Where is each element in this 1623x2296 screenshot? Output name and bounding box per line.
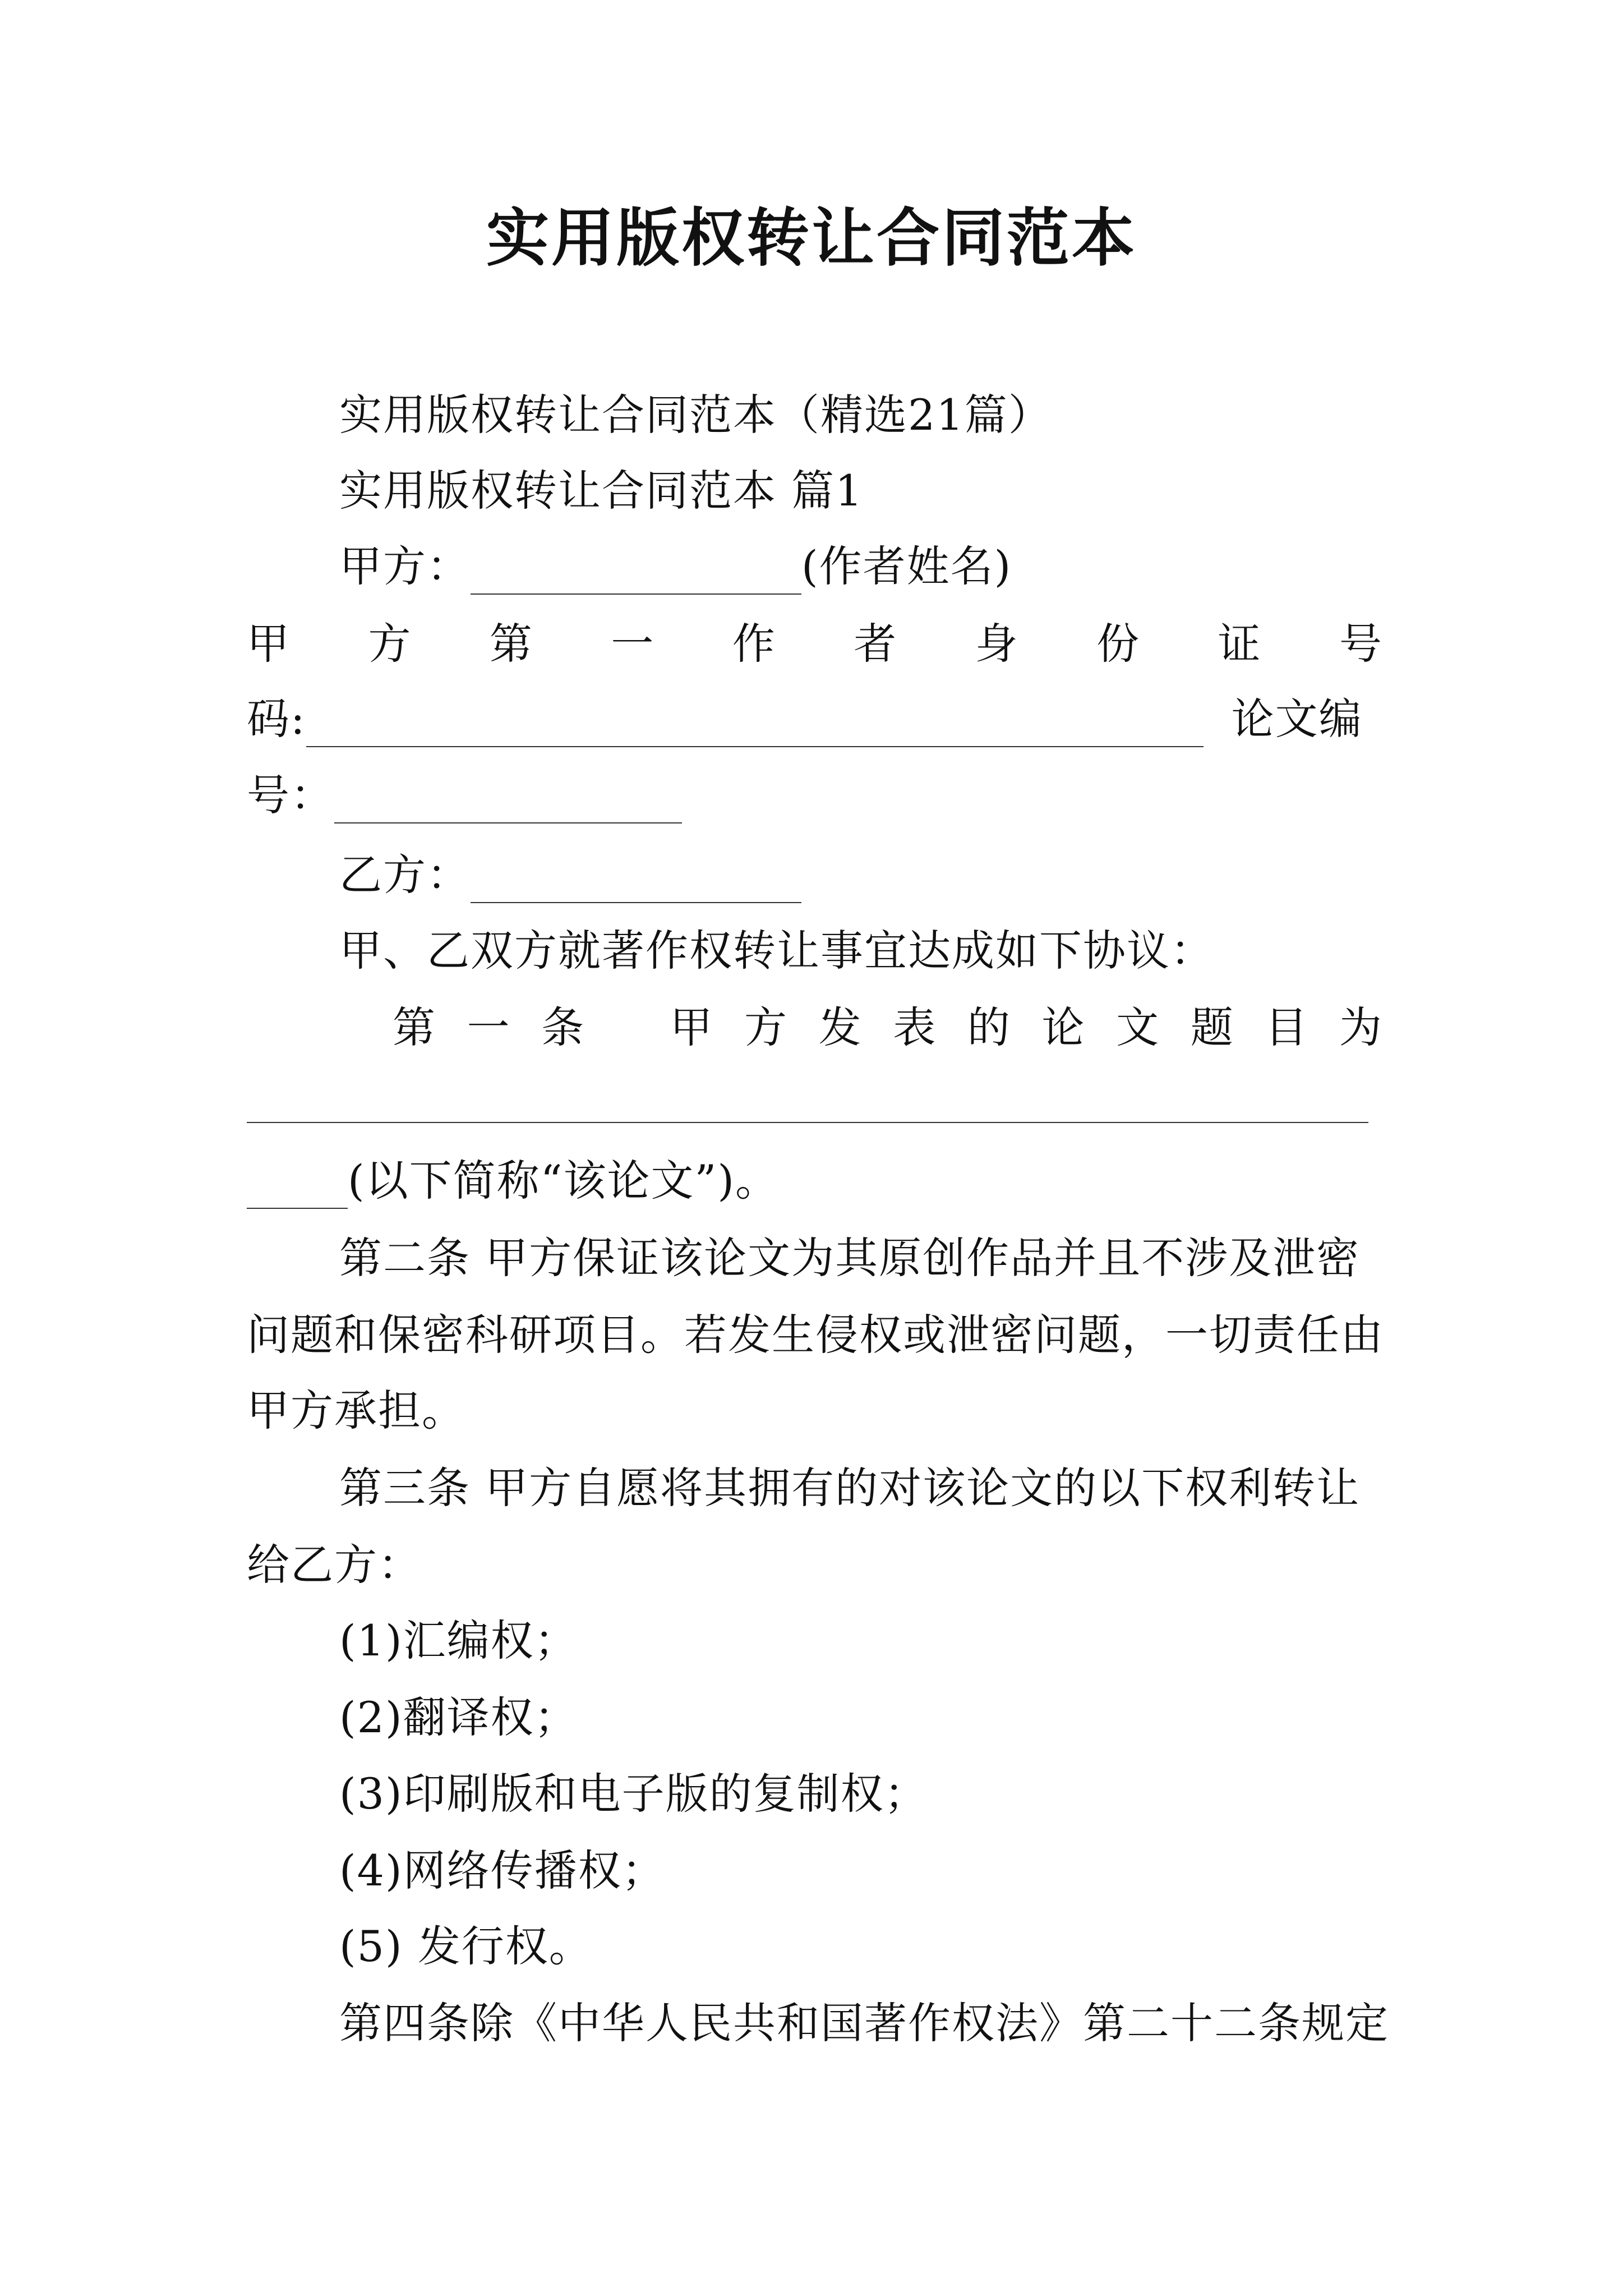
article-3-line-1: 第三条 甲方自愿将其拥有的对该论文的以下权利转让 [339, 1463, 1361, 1513]
right-item: (2)翻译权； [339, 1692, 578, 1742]
party-a-name-blank [471, 550, 801, 595]
paper-number-label: 论文编 [1231, 694, 1363, 744]
right-item: (3)印刷版和电子版的复制权； [339, 1769, 928, 1819]
article-3-line-2: 给乙方： [247, 1540, 422, 1590]
article-1-char: 一 [467, 1002, 510, 1052]
id-number-line [247, 616, 1382, 672]
article-1-char: 方 [744, 1002, 787, 1052]
right-item: (1)汇编权； [339, 1616, 578, 1665]
article-1-char: 的 [967, 1002, 1010, 1052]
agreement-intro: 甲、乙双方就著作权转让事宜达成如下协议： [339, 926, 1214, 976]
id-line-char: 者 [854, 619, 897, 669]
paper-number-blank [334, 779, 682, 823]
party-a-line [339, 539, 1012, 595]
id-line-char: 份 [1096, 619, 1140, 669]
article-1-char: 第 [393, 1002, 435, 1052]
party-a-label: 甲方： [339, 541, 471, 591]
id-line-char: 号 [1339, 619, 1382, 669]
id-line-char: 证 [1218, 619, 1261, 669]
article-1-cont-text: (以下简称“该论文”)。 [348, 1156, 780, 1205]
article-1-char: 表 [893, 1002, 936, 1052]
id-number-blank [306, 702, 1204, 747]
document-subtitle: 实用版权转让合同范本（精选21篇） [339, 390, 1052, 440]
right-item: (4)网络传播权； [339, 1846, 666, 1895]
party-b-line [339, 847, 801, 903]
article-1-char: 目 [1265, 1002, 1308, 1052]
article-1-char: 文 [1116, 1002, 1159, 1052]
id-line-char: 方 [368, 619, 411, 669]
id-line-char: 第 [489, 619, 532, 669]
article-2-line-1: 第二条 甲方保证该论文为其原创作品并且不涉及泄密 [339, 1233, 1361, 1283]
article-4-line-1: 第四条除《中华人民共和国著作权法》第二十二条规定 [339, 1998, 1389, 2048]
party-a-hint: (作者姓名) [801, 541, 1012, 591]
right-item: (5) 发行权。 [339, 1921, 593, 1971]
id-line-char: 身 [975, 619, 1018, 669]
section-heading: 实用版权转让合同范本 篇1 [339, 466, 864, 516]
article-2-line-2: 问题和保密科研项目。若发生侵权或泄密问题，一切责任由 [247, 1310, 1384, 1360]
article-2-line-3: 甲方承担。 [247, 1386, 465, 1435]
paper-number-label-cont: 号： [247, 770, 334, 820]
article-1-short-blank [247, 1164, 348, 1209]
article-1-title-blank [247, 1122, 1368, 1123]
article-1-line [393, 1000, 1382, 1056]
article-1-char [616, 1000, 638, 1056]
article-1-continued [247, 1153, 779, 1209]
id-number-prefix: 码: [247, 694, 306, 744]
party-b-name-blank [471, 858, 801, 903]
article-1-char: 条 [541, 1002, 584, 1052]
id-number-continued [247, 691, 1363, 747]
paper-number-line [247, 767, 682, 823]
article-1-char: 甲 [670, 1002, 713, 1052]
article-1-char: 发 [818, 1002, 861, 1052]
article-1-char: 为 [1339, 1002, 1382, 1052]
party-b-label: 乙方： [339, 850, 471, 900]
article-1-char: 论 [1041, 1002, 1085, 1052]
id-line-char: 甲 [247, 619, 289, 669]
id-line-char: 一 [611, 619, 654, 669]
id-line-char: 作 [732, 619, 775, 669]
document-title: 实用版权转让合同范本 [486, 201, 1137, 275]
article-1-char: 题 [1190, 1002, 1233, 1052]
